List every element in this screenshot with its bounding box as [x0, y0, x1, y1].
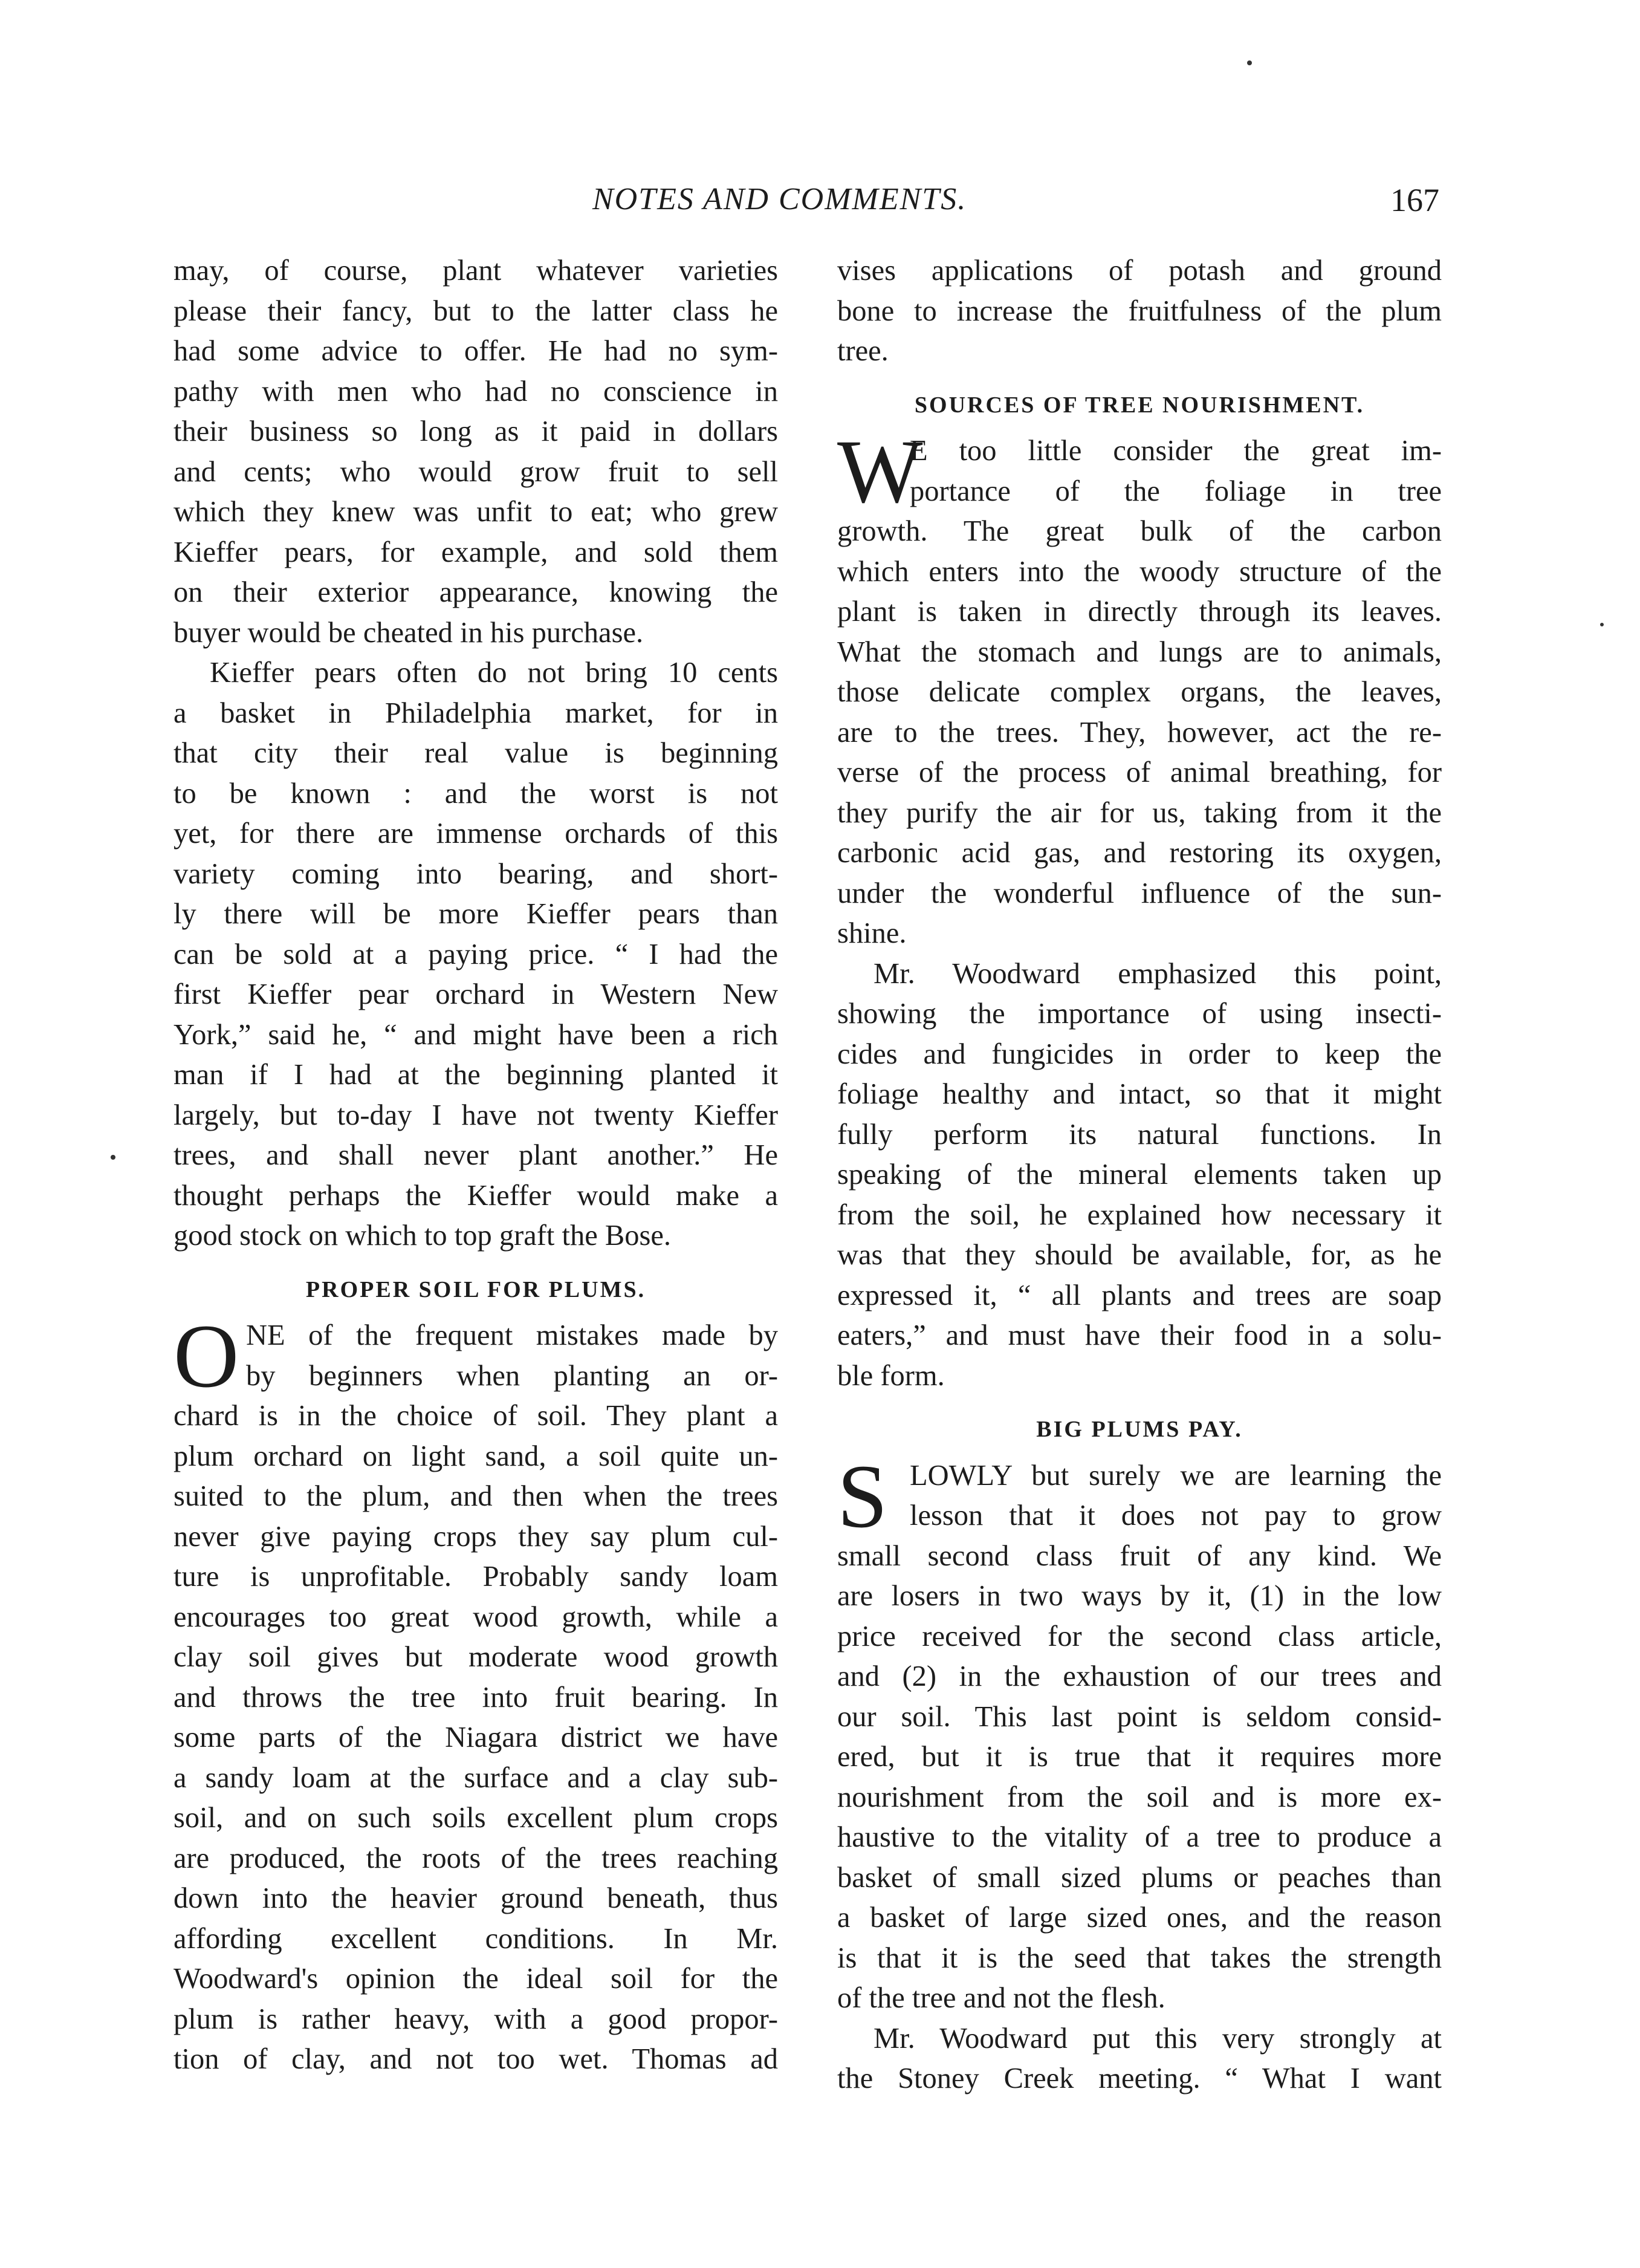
text-line: those delicate complex organs, the leaves, — [837, 676, 1442, 708]
text-line: foliage healthy and intact, so that it might — [837, 1078, 1442, 1110]
text-line: variety coming into bearing, and short- — [173, 857, 778, 890]
text-line: ly there will be more Kieffer pears than — [173, 898, 778, 930]
text-line: plum orchard on light sand, a soil quite un- — [173, 1440, 778, 1472]
text-line: encourages too great wood growth, while a — [173, 1600, 778, 1633]
text-line: a sandy loam at the surface and a clay sub- — [173, 1761, 778, 1794]
text-line: Mr. Woodward emphasized this point, — [873, 957, 1442, 990]
text-line: first Kieffer pear orchard in Western New — [173, 978, 778, 1010]
text-line: clay soil gives but moderate wood growth — [173, 1641, 778, 1673]
text-line: and cents; who would grow fruit to sell — [173, 455, 778, 488]
text-line: fully perform its natural functions. In — [837, 1118, 1442, 1151]
text-line: soil, and on such soils excellent plum crops — [173, 1802, 778, 1834]
text-line: ture is unprofitable. Probably sandy loam — [173, 1561, 778, 1593]
text-line: down into the heavier ground beneath, thus — [173, 1882, 778, 1914]
text-line: haustive to the vitality of a tree to produce a — [837, 1821, 1442, 1853]
text-line: some parts of the Niagara district we have — [173, 1721, 778, 1753]
text-line: which enters into the woody structure of the — [837, 555, 1442, 588]
text-line: LOWLY but surely we are learning the — [910, 1459, 1442, 1492]
text-line: largely, but to-day I have not twenty Kieffer — [173, 1099, 778, 1131]
text-line: and (2) in the exhaustion of our trees and — [837, 1660, 1442, 1692]
text-line: is that it is the seed that takes the strength — [837, 1941, 1442, 1974]
text-line: plum is rather heavy, with a good propor- — [173, 2003, 778, 2035]
text-line: vises applications of potash and ground — [837, 255, 1442, 287]
text-line: of the tree and not the flesh. — [837, 1982, 1165, 2014]
paragraph — [173, 1306, 778, 2080]
text-line: growth. The great bulk of the carbon — [837, 515, 1442, 547]
text-line: carbonic acid gas, and restoring its oxygen, — [837, 837, 1442, 869]
text-line: under the wonderful influence of the sun- — [837, 877, 1442, 909]
text-line: they purify the air for us, taking from it the — [837, 796, 1442, 829]
text-line: please their fancy, but to the latter class he — [173, 294, 778, 327]
paragraph — [837, 2019, 1442, 2099]
drop-cap: W — [837, 421, 923, 522]
text-line: man if I had at the beginning planted it — [173, 1059, 778, 1091]
text-line: by beginners when planting an or- — [246, 1359, 778, 1392]
text-line: price received for the second class article, — [837, 1620, 1442, 1652]
text-line: portance of the foliage in tree — [910, 475, 1442, 507]
text-line: What the stomach and lungs are to animals, — [837, 635, 1442, 668]
text-line: may, of course, plant whatever varieties — [173, 255, 778, 287]
text-line: the Stoney Creek meeting. “ What I want — [837, 2062, 1442, 2094]
text-line: are produced, the roots of the trees reaching — [173, 1842, 778, 1874]
section-heading: SOURCES OF TREE NOURISHMENT. — [914, 392, 1365, 418]
text-line: a basket in Philadelphia market, for in — [173, 697, 778, 729]
text-line: that city their real value is beginning — [173, 737, 778, 769]
text-line: eaters,” and must have their food in a solu- — [837, 1319, 1442, 1351]
text-line: bone to increase the fruitfulness of the plum — [837, 294, 1442, 327]
text-line: tion of clay, and not too wet. Thomas ad — [173, 2043, 778, 2075]
drop-cap: O — [173, 1306, 239, 1406]
text-line: are to the trees. They, however, act the re- — [837, 716, 1442, 749]
text-line: ered, but it is true that it requires more — [837, 1741, 1442, 1773]
text-line: small second class fruit of any kind. We — [837, 1539, 1442, 1572]
text-line: chard is in the choice of soil. They plant a — [173, 1400, 778, 1432]
text-line: Woodward's opinion the ideal soil for the — [173, 1963, 778, 1995]
text-line: on their exterior appearance, knowing the — [173, 576, 778, 608]
text-line: showing the importance of using insecti- — [837, 998, 1442, 1030]
text-line: E too little consider the great im- — [910, 435, 1442, 467]
text-line: thought perhaps the Kieffer would make a — [173, 1179, 778, 1212]
text-line: can be sold at a paying price. “ I had the — [173, 938, 778, 970]
text-line: lesson that it does not pay to grow — [910, 1500, 1442, 1532]
text-line: buyer would be cheated in his purchase. — [173, 616, 644, 649]
page-number: 167 — [1390, 182, 1439, 218]
text-line: NE of the frequent mistakes made by — [246, 1319, 778, 1351]
paragraph — [837, 1446, 1442, 2019]
text-line: which they knew was unfit to eat; who grew — [173, 496, 778, 528]
text-line: expressed it, “ all plants and trees are soap — [837, 1279, 1442, 1311]
left-column — [173, 251, 778, 2080]
text-line: verse of the process of animal breathing, for — [837, 756, 1442, 788]
print-speck — [1600, 623, 1604, 626]
text-line: are losers in two ways by it, (1) in the low — [837, 1580, 1442, 1612]
page-header — [0, 181, 1640, 236]
text-line: York,” said he, “ and might have been a rich — [173, 1018, 778, 1051]
text-line: speaking of the mineral elements taken up — [837, 1158, 1442, 1191]
text-line: nourishment from the soil and is more ex- — [837, 1781, 1442, 1813]
text-line: had some advice to offer. He had no sym- — [173, 335, 778, 367]
right-column — [837, 251, 1442, 2099]
text-line: pathy with men who had no conscience in — [173, 375, 778, 408]
text-line: Kieffer pears often do not bring 10 cents — [210, 657, 778, 689]
text-line: basket of small sized plums or peaches than — [837, 1861, 1442, 1894]
paragraph — [837, 954, 1442, 1397]
text-line: trees, and shall never plant another.” He — [173, 1139, 778, 1171]
text-line: affording excellent conditions. In Mr. — [173, 1922, 778, 1955]
print-speck — [1247, 60, 1252, 65]
text-line: tree. — [837, 335, 889, 367]
section-heading: BIG PLUMS PAY. — [1036, 1417, 1243, 1442]
drop-cap: S — [837, 1446, 888, 1547]
text-line: cides and fungicides in order to keep the — [837, 1038, 1442, 1070]
text-line: their business so long as it paid in dollars — [173, 415, 778, 447]
text-line: suited to the plum, and then when the trees — [173, 1480, 778, 1512]
text-line: a basket of large sized ones, and the reason — [837, 1902, 1442, 1934]
text-line: yet, for there are immense orchards of this — [173, 817, 778, 850]
text-line: our soil. This last point is seldom consid- — [837, 1700, 1442, 1733]
text-line: plant is taken in directly through its leaves. — [837, 596, 1442, 628]
text-line: never give paying crops they say plum cul- — [173, 1520, 778, 1553]
text-line: to be known : and the worst is not — [173, 777, 778, 810]
print-speck — [111, 1155, 115, 1160]
paragraph — [837, 421, 1442, 954]
text-line: and throws the tree into fruit bearing. In — [173, 1681, 778, 1714]
text-line: ble form. — [837, 1359, 945, 1392]
text-line: Kieffer pears, for example, and sold them — [173, 536, 778, 568]
paragraph — [173, 653, 778, 1256]
text-line: was that they should be available, for, as he — [837, 1239, 1442, 1271]
text-line: from the soil, he explained how necessary it — [837, 1198, 1442, 1231]
paragraph — [173, 251, 778, 653]
text-line: good stock on which to top graft the Bose. — [173, 1220, 672, 1252]
text-line: shine. — [837, 917, 907, 949]
text-line: Mr. Woodward put this very strongly at — [873, 2022, 1442, 2055]
section-heading: PROPER SOIL FOR PLUMS. — [305, 1276, 646, 1302]
paragraph — [837, 251, 1442, 372]
running-head: NOTES AND COMMENTS. — [592, 182, 967, 216]
